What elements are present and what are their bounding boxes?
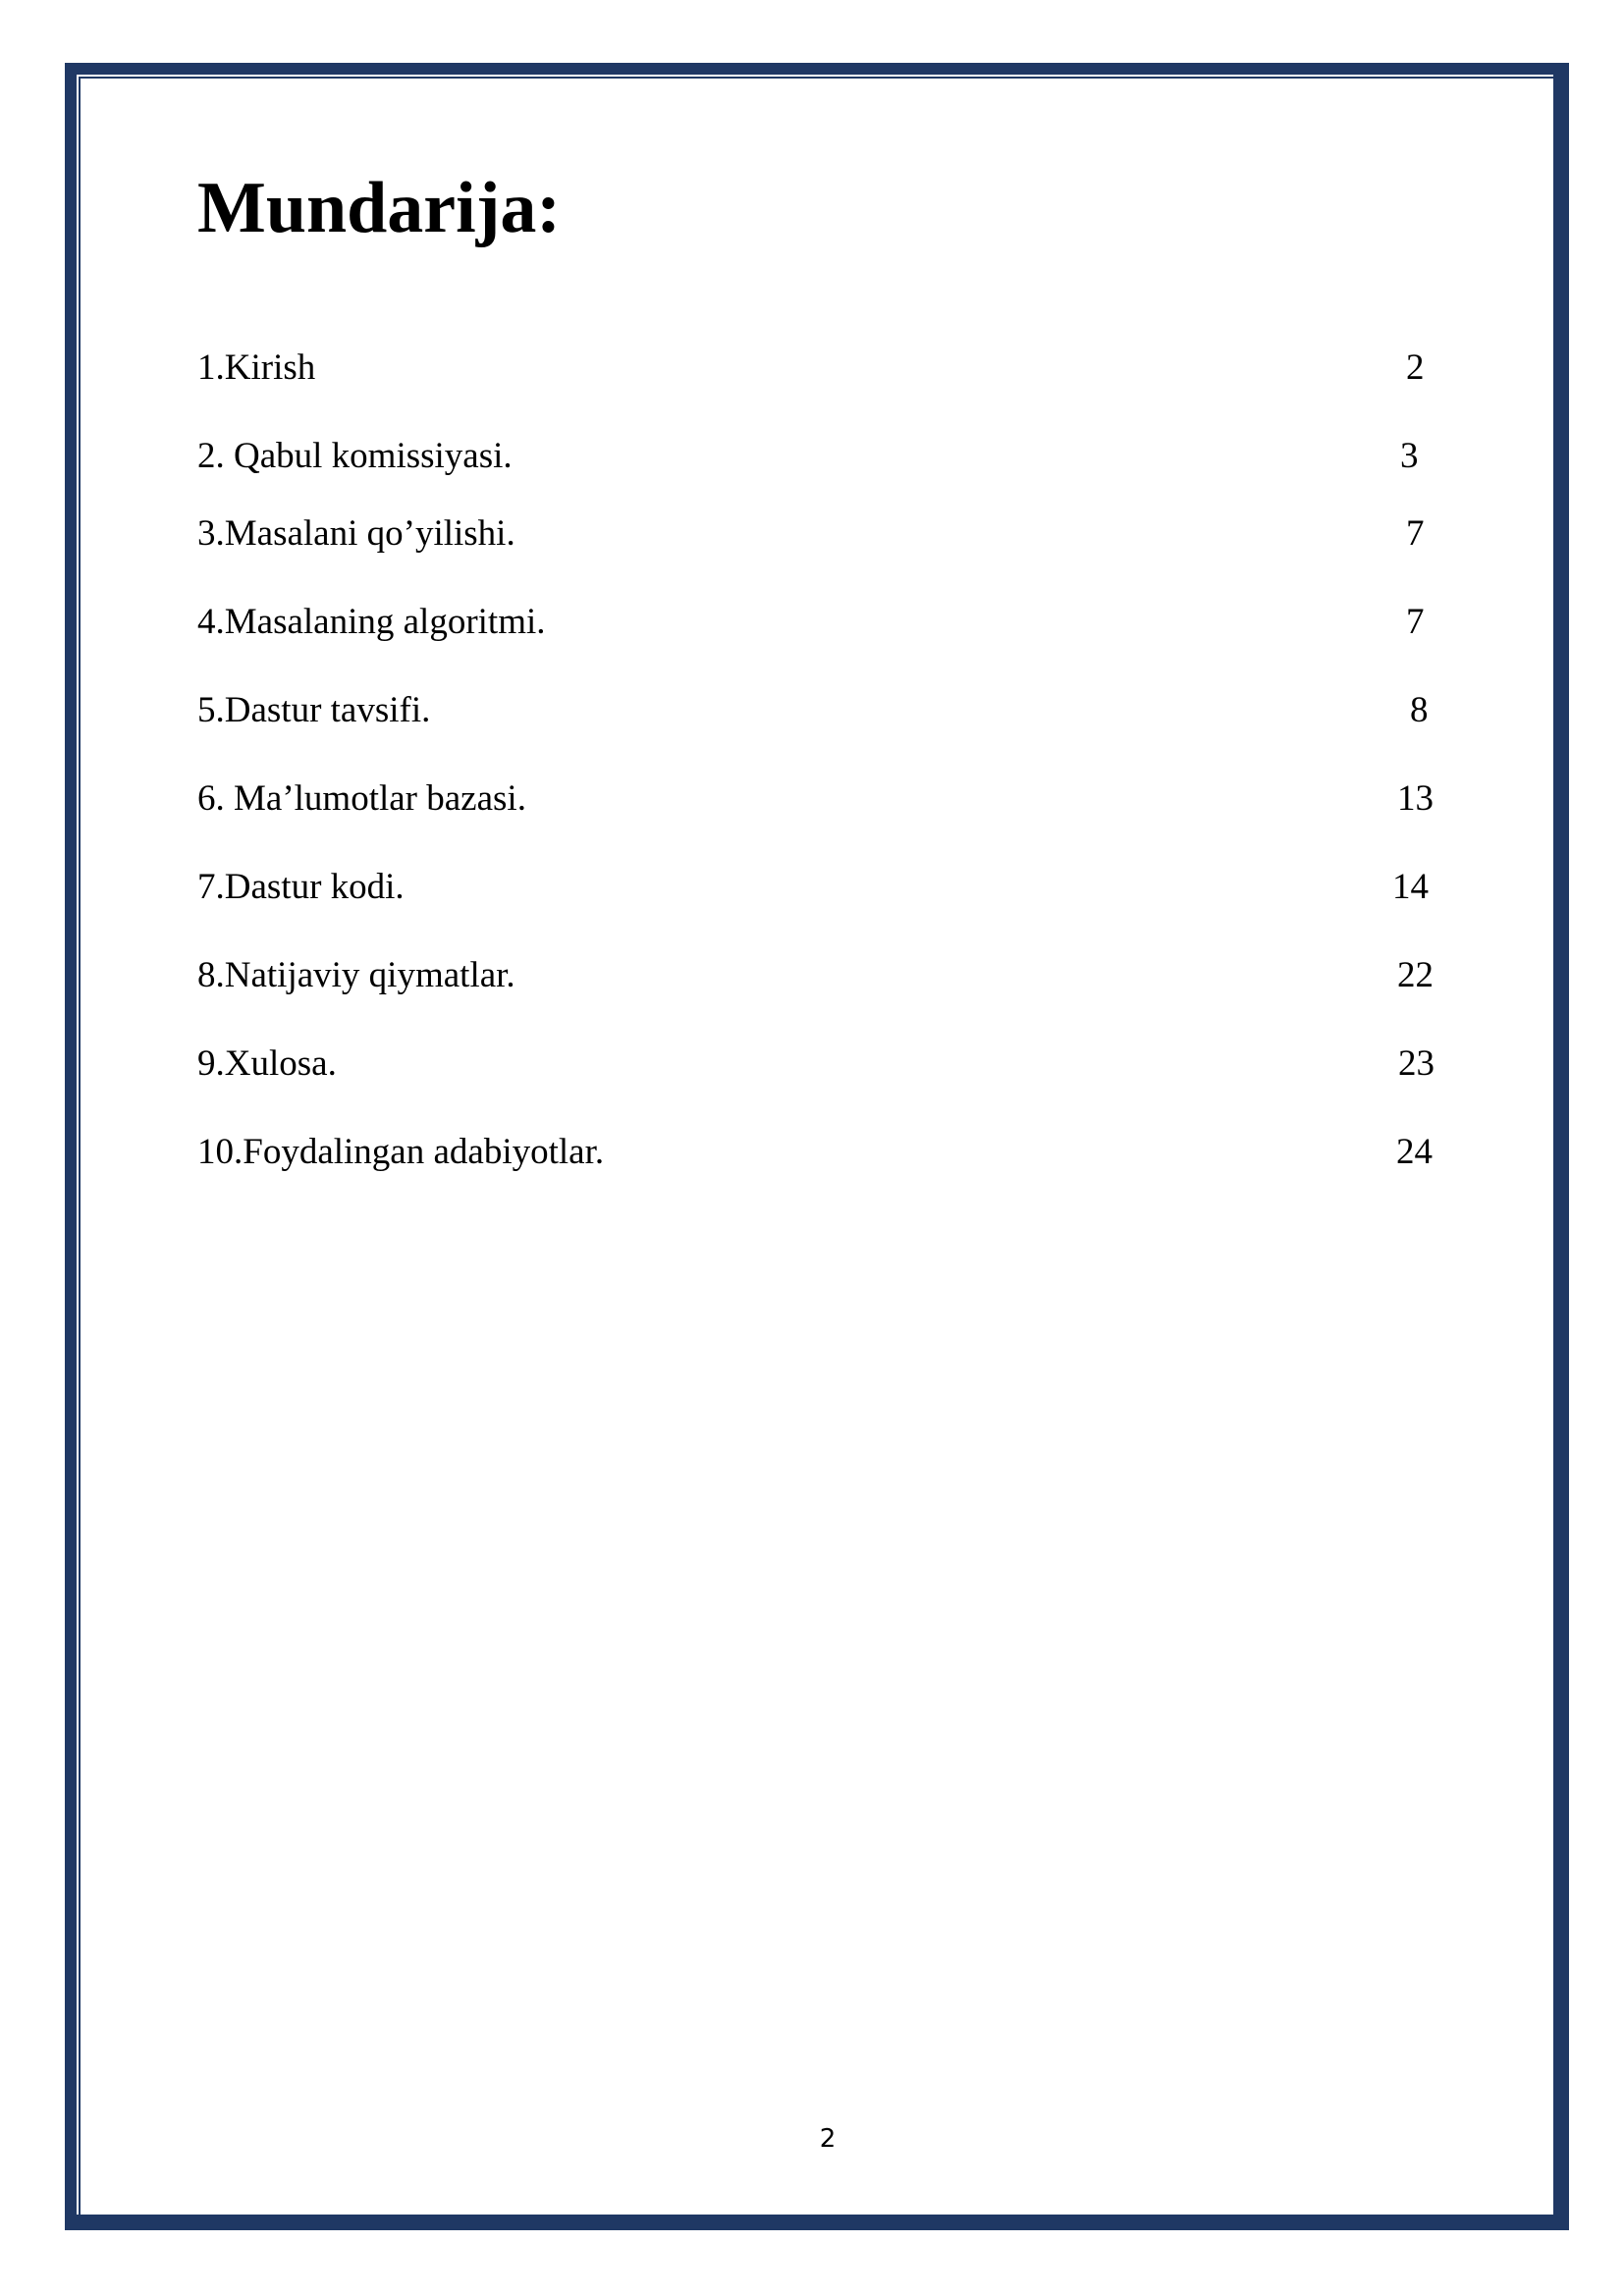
toc-item-page: 23 xyxy=(1398,1043,1435,1084)
page-title: Mundarija: xyxy=(197,168,561,248)
toc-item-page: 3 xyxy=(1400,436,1419,476)
toc-item-label: 2. Qabul komissiyasi. xyxy=(197,436,513,476)
toc-item[interactable] xyxy=(197,1123,1435,1182)
toc-item[interactable] xyxy=(197,1035,1435,1094)
toc-item[interactable] xyxy=(197,427,1435,486)
toc-item[interactable] xyxy=(197,339,1435,398)
toc-item-label: 1.Kirish xyxy=(197,347,316,388)
toc-item-label: 9.Xulosa. xyxy=(197,1043,337,1084)
toc-item-label: 10.Foydalingan adabiyotlar. xyxy=(197,1132,605,1172)
toc-item-label: 4.Masalaning algoritmi. xyxy=(197,602,546,642)
toc-item-page: 2 xyxy=(1406,347,1425,388)
toc-item-page: 7 xyxy=(1406,602,1425,642)
toc-item[interactable] xyxy=(197,770,1435,828)
toc-item-label: 8.Natijaviy qiymatlar. xyxy=(197,955,515,995)
toc-item-page: 22 xyxy=(1397,955,1434,995)
page-border-right xyxy=(1553,75,1567,2228)
toc-item-page: 13 xyxy=(1397,778,1434,819)
toc-item-page: 8 xyxy=(1410,690,1429,730)
toc-item-label: 5.Dastur tavsifi. xyxy=(197,690,431,730)
toc-item[interactable] xyxy=(197,681,1435,740)
toc-item-page: 7 xyxy=(1406,513,1425,554)
page-number: 2 xyxy=(819,2124,837,2154)
page-border-bottom xyxy=(77,2215,1557,2228)
toc-item[interactable] xyxy=(197,505,1435,563)
toc-item-page: 14 xyxy=(1392,867,1429,907)
toc-item-label: 6. Ma’lumotlar bazasi. xyxy=(197,778,526,819)
toc-item-label: 7.Dastur kodi. xyxy=(197,867,405,907)
toc-item-page: 24 xyxy=(1396,1132,1433,1172)
toc-item[interactable] xyxy=(197,946,1435,1005)
toc-item[interactable] xyxy=(197,593,1435,652)
toc-item[interactable] xyxy=(197,858,1435,917)
toc-item-label: 3.Masalani qo’yilishi. xyxy=(197,513,515,554)
